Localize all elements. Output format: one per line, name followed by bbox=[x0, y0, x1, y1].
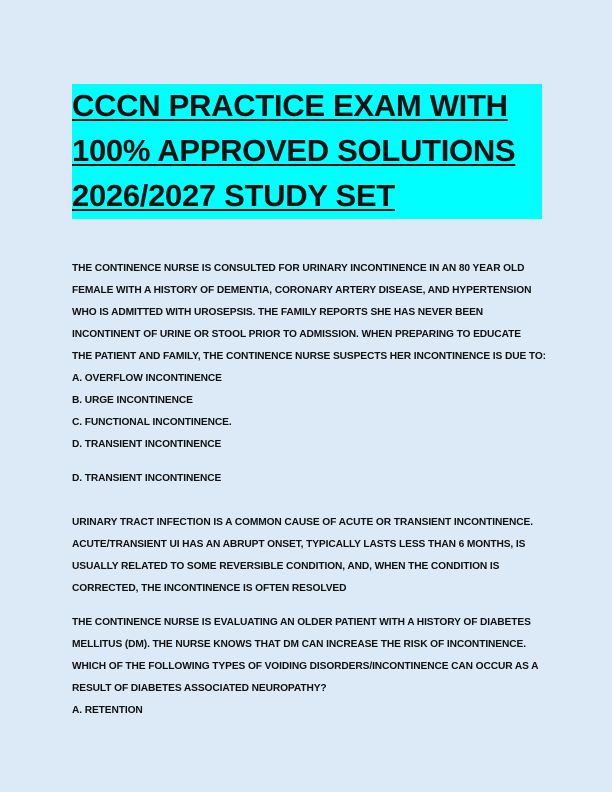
question-2-stem-line: WHICH OF THE FOLLOWING TYPES OF VOIDING DISORDERS/INCONTINENCE CAN OCCUR AS A bbox=[72, 661, 539, 672]
question-1-option-d: D. TRANSIENT INCONTINENCE bbox=[72, 439, 222, 450]
question-1-option-b: B. URGE INCONTINENCE bbox=[72, 395, 193, 406]
question-2-stem-line: THE CONTINENCE NURSE IS EVALUATING AN OLDER PATIENT WITH A HISTORY OF DIABETES bbox=[72, 617, 531, 628]
question-2 bbox=[72, 612, 552, 722]
question-1-stem-line: FEMALE WITH A HISTORY OF DEMENTIA, CORONARY ARTERY DISEASE, AND HYPERTENSION bbox=[72, 285, 532, 296]
question-1-rationale bbox=[72, 512, 552, 600]
question-1-stem-line: THE CONTINENCE NURSE IS CONSULTED FOR URINARY INCONTINENCE IN AN 80 YEAR OLD bbox=[72, 263, 525, 274]
question-1-stem-line: WHO IS ADMITTED WITH UROSEPSIS. THE FAMILY REPORTS SHE HAS NEVER BEEN bbox=[72, 307, 484, 318]
rationale-line: ACUTE/TRANSIENT UI HAS AN ABRUPT ONSET, TYPICALLY LASTS LESS THAN 6 MONTHS, IS bbox=[72, 539, 526, 550]
question-1 bbox=[72, 258, 552, 456]
document-title bbox=[72, 84, 542, 219]
rationale-line: USUALLY RELATED TO SOME REVERSIBLE CONDITION, AND, WHEN THE CONDITION IS bbox=[72, 561, 500, 572]
title-line-2: 100% APPROVED SOLUTIONS bbox=[72, 129, 542, 174]
question-1-answer bbox=[72, 468, 552, 490]
title-line-1: CCCN PRACTICE EXAM WITH bbox=[72, 84, 542, 129]
question-1-option-a: A. OVERFLOW INCONTINENCE bbox=[72, 373, 222, 384]
question-1-option-c: C. FUNCTIONAL INCONTINENCE. bbox=[72, 417, 232, 428]
question-1-stem-line: THE PATIENT AND FAMILY, THE CONTINENCE NURSE SUSPECTS HER INCONTINENCE IS DUE TO: bbox=[72, 351, 546, 362]
question-2-stem-line: RESULT OF DIABETES ASSOCIATED NEUROPATHY? bbox=[72, 683, 327, 694]
question-2-option-a: A. RETENTION bbox=[72, 705, 143, 716]
question-1-stem-line: INCONTINENT OF URINE OR STOOL PRIOR TO ADMISSION. WHEN PREPARING TO EDUCATE bbox=[72, 329, 521, 340]
answer-text: D. TRANSIENT INCONTINENCE bbox=[72, 473, 222, 484]
rationale-line: URINARY TRACT INFECTION IS A COMMON CAUSE OF ACUTE OR TRANSIENT INCONTINENCE. bbox=[72, 517, 533, 528]
question-2-stem-line: MELLITUS (DM). THE NURSE KNOWS THAT DM CAN INCREASE THE RISK OF INCONTINENCE. bbox=[72, 639, 526, 650]
title-line-3: 2026/2027 STUDY SET bbox=[72, 174, 542, 219]
rationale-line: CORRECTED, THE INCONTINENCE IS OFTEN RESOLVED bbox=[72, 583, 347, 594]
